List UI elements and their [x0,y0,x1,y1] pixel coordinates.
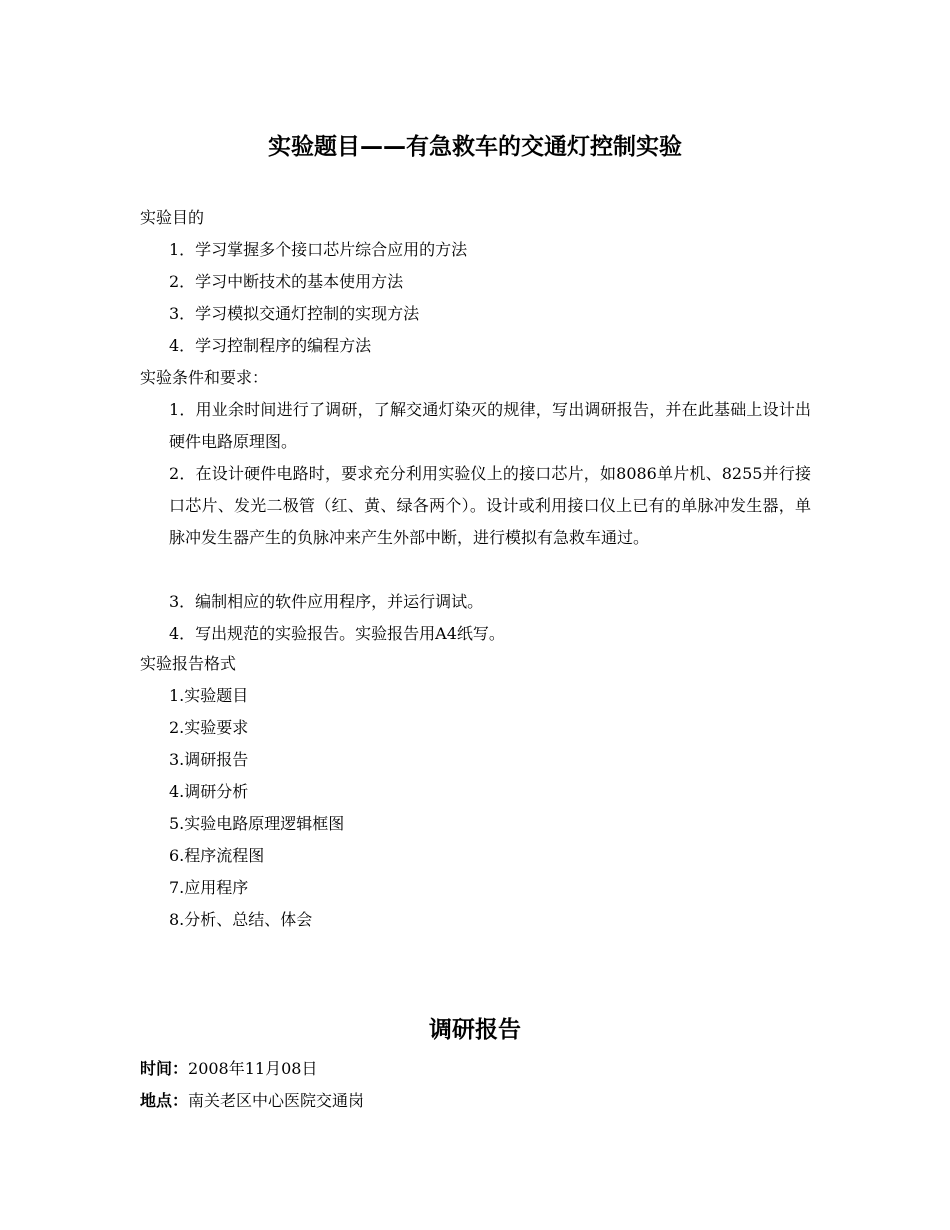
requirement-item-1: 1．用业余时间进行了调研，了解交通灯染灭的规律，写出调研报告，并在此基础上设计出硬件电路原理图。 [169,400,811,451]
purpose-item-3: 3．学习模拟交通灯控制的实现方法 [169,304,420,323]
requirement-item-3: 3．编制相应的软件应用程序，并运行调试。 [169,592,484,611]
document-title: 实验题目——有急救车的交通灯控制实验 [268,134,682,160]
requirement-item-4: 4．写出规范的实验报告。实验报告用A4纸写。 [169,624,505,643]
format-heading: 实验报告格式 [140,654,237,673]
survey-time-label: 时间： [140,1059,189,1078]
purpose-item-1: 1．学习掌握多个接口芯片综合应用的方法 [169,240,468,259]
format-item-3: 3.调研报告 [169,750,249,769]
format-item-4: 4.调研分析 [169,782,249,801]
requirements-heading: 实验条件和要求： [140,368,269,387]
format-item-1: 1.实验题目 [169,686,249,705]
survey-title: 调研报告 [429,1017,521,1043]
purpose-heading: 实验目的 [140,208,205,227]
survey-time [140,1058,317,1080]
purpose-item-2: 2．学习中断技术的基本使用方法 [169,272,404,291]
survey-place-label: 地点： [140,1091,189,1110]
survey-time-value: 2008年11月08日 [188,1059,318,1078]
format-item-5: 5.实验电路原理逻辑框图 [169,814,345,833]
purpose-item-4: 4．学习控制程序的编程方法 [169,336,372,355]
requirement-item-2: 2．在设计硬件电路时，要求充分利用实验仪上的接口芯片，如8086单片机、8255并行接口芯片、发光二极管（红、黄、绿各两个）。设计或利用接口仪上已有的单脉冲发生器，单脉冲发生器产生的负脉冲来产生外部中断，进行模拟有急救车通过。 [169,464,811,547]
format-item-7: 7.应用程序 [169,878,249,897]
survey-place [140,1090,364,1112]
format-item-8: 8.分析、总结、体会 [169,910,313,929]
survey-place-value: 南关老区中心医院交通岗 [188,1091,365,1110]
format-item-6: 6.程序流程图 [169,846,265,865]
format-item-2: 2.实验要求 [169,718,249,737]
